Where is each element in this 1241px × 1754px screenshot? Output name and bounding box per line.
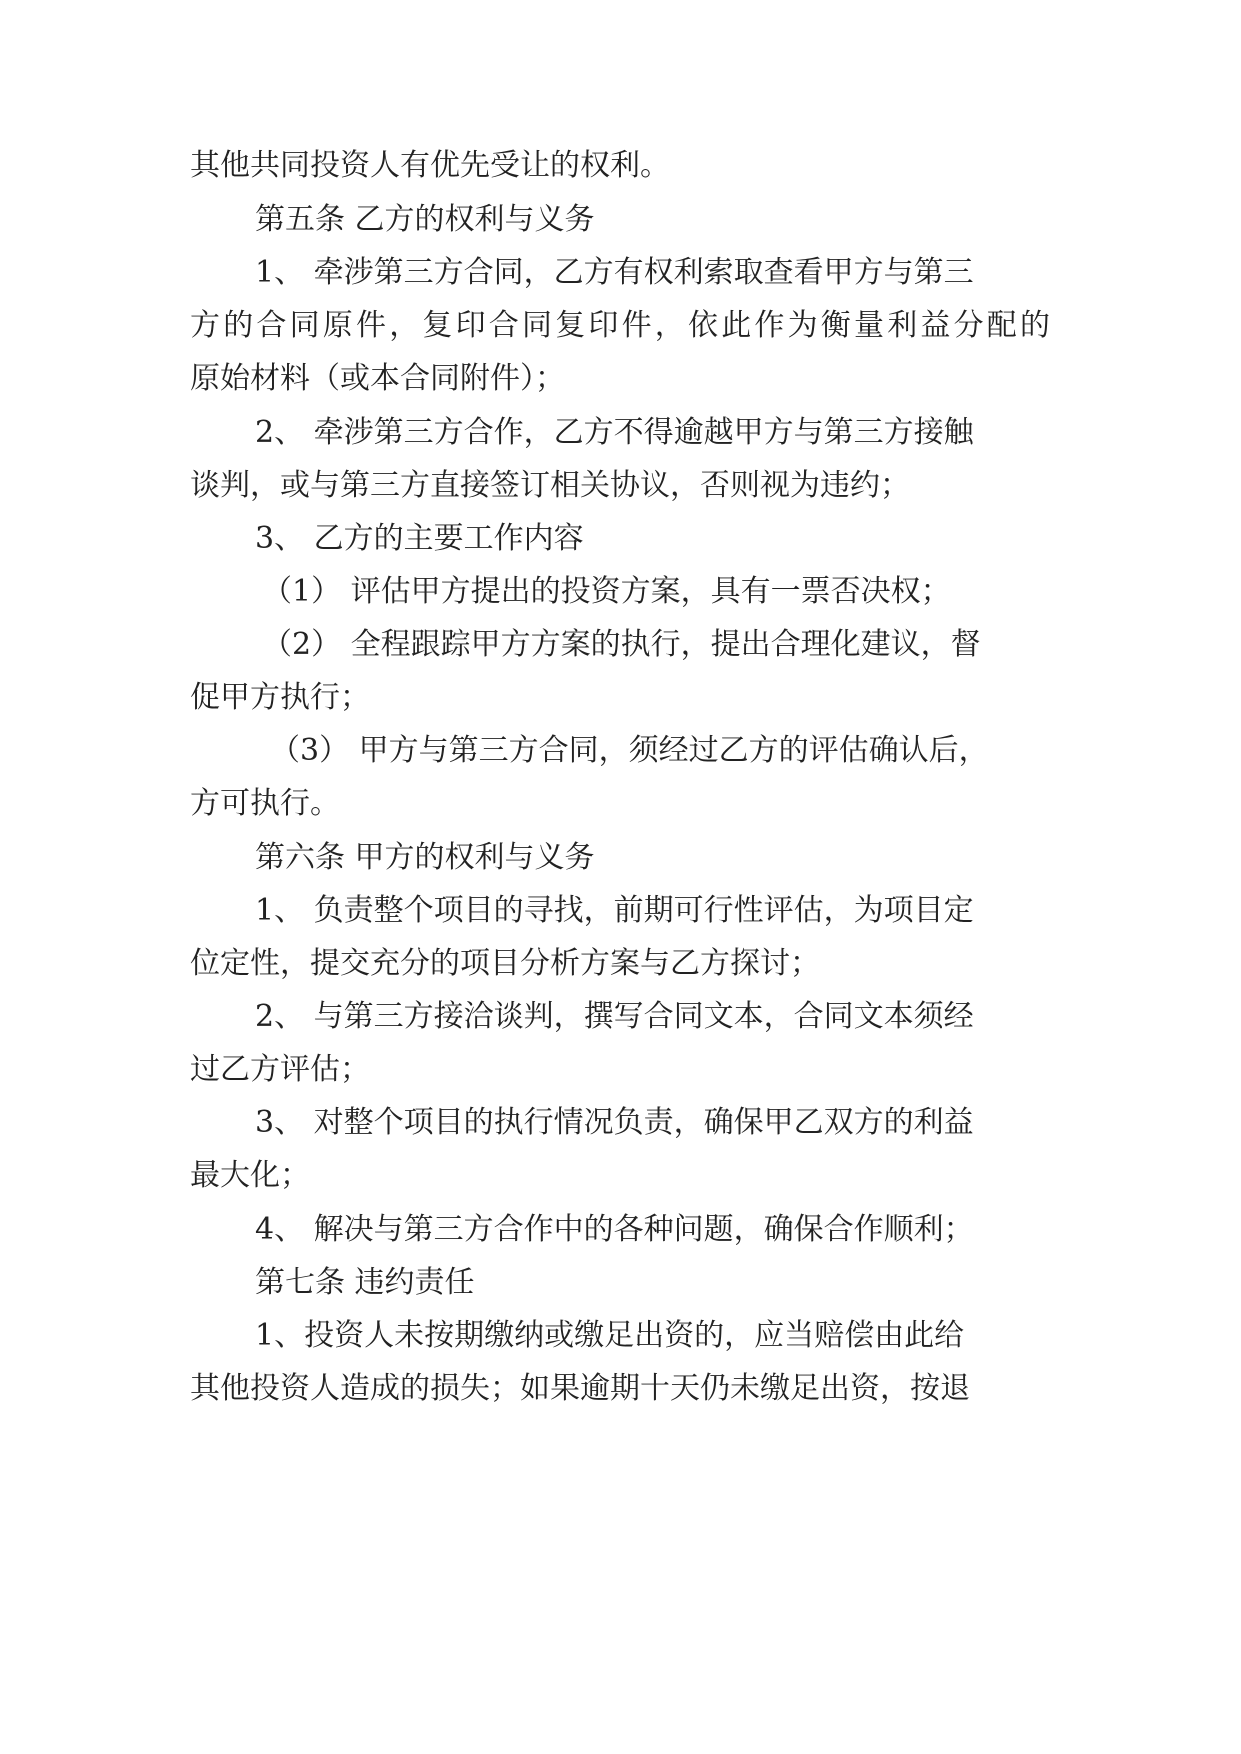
text-line: 1、 负责整个项目的寻找，前期可行性评估，为项目定: [255, 893, 974, 928]
text-line: （2） 全程跟踪甲方方案的执行，提出合理化建议，督: [262, 627, 981, 662]
text-line: 2、 与第三方接洽谈判，撰写合同文本，合同文本须经: [255, 999, 974, 1034]
text-line: 最大化；: [190, 1158, 310, 1193]
text-line: 其他投资人造成的损失；如果逾期十天仍未缴足出资，按退: [190, 1371, 970, 1406]
text-line: 3、 对整个项目的执行情况负责，确保甲乙双方的利益: [255, 1105, 974, 1140]
text-line: 3、 乙方的主要工作内容: [255, 521, 584, 556]
text-line: 原始材料（或本合同附件）；: [190, 361, 565, 396]
text-line: 谈判，或与第三方直接签订相关协议，否则视为违约；: [190, 468, 910, 503]
text-line: 位定性，提交充分的项目分析方案与乙方探讨；: [190, 946, 820, 981]
text-line: 1、 牵涉第三方合同，乙方有权利索取查看甲方与第三: [255, 255, 974, 290]
text-line: （1） 评估甲方提出的投资方案，具有一票否决权；: [262, 574, 951, 609]
text-line: 4、 解决与第三方合作中的各种问题，确保合作顺利；: [255, 1212, 974, 1247]
text-line: 方的合同原件，复印合同复印件，依此作为衡量利益分配的: [190, 308, 1050, 343]
section-heading: 第五条 乙方的权利与义务: [255, 202, 595, 237]
text-line: 过乙方评估；: [190, 1052, 370, 1087]
text-line: 促甲方执行；: [190, 680, 370, 715]
text-line: （3） 甲方与第三方合同，须经过乙方的评估确认后，: [270, 733, 989, 768]
text-line: 方可执行。: [190, 786, 340, 821]
text-line: 2、 牵涉第三方合作，乙方不得逾越甲方与第三方接触: [255, 415, 974, 450]
section-heading: 第六条 甲方的权利与义务: [255, 840, 595, 875]
text-line: 1、投资人未按期缴纳或缴足出资的，应当赔偿由此给: [255, 1318, 965, 1353]
section-heading: 第七条 违约责任: [255, 1265, 475, 1300]
text-line: 其他共同投资人有优先受让的权利。: [190, 148, 670, 183]
